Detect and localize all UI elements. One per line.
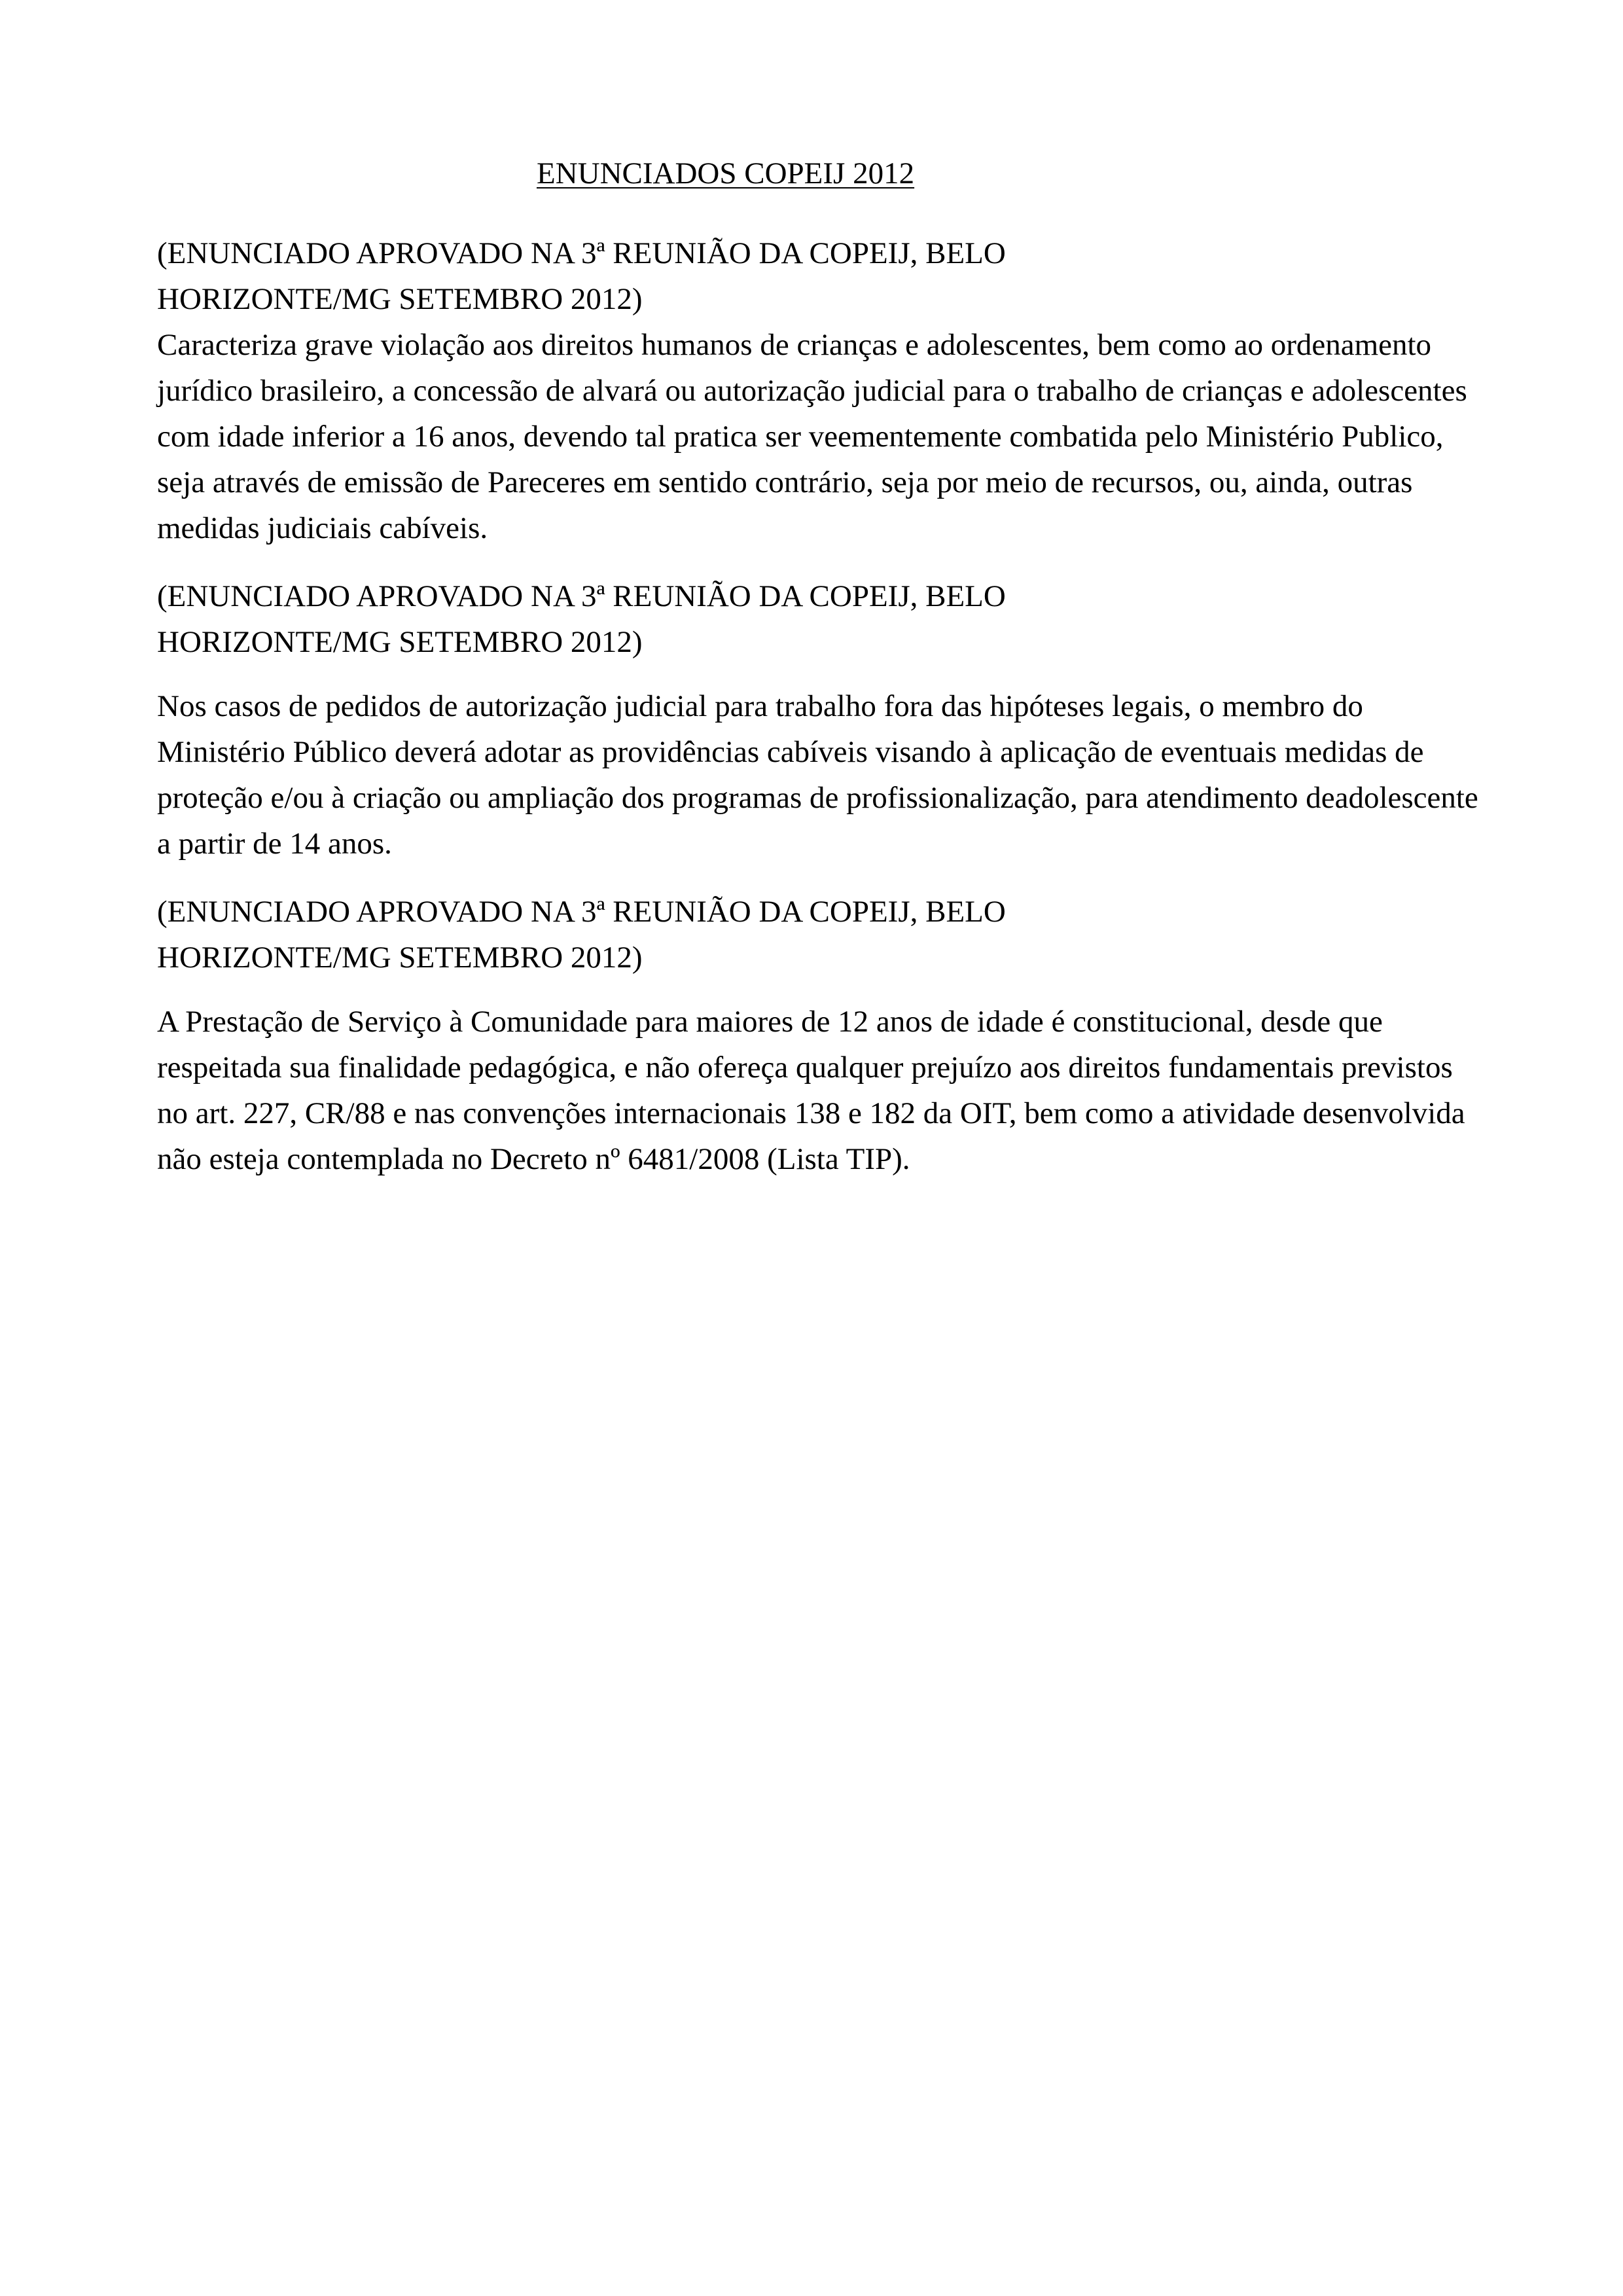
statement-approval-note: (ENUNCIADO APROVADO NA 3ª REUNIÃO DA COPEIJ, BELO HORIZONTE/MG SETEMBRO 2012) (157, 579, 1006, 659)
document-title: ENUNCIADOS COPEIJ 2012 (537, 156, 915, 190)
statement-text: Caracteriza grave violação aos direitos humanos de crianças e adolescentes, bem como ao ordenamento jurídico brasileiro, a concessão de alvará ou autorização judicial para o trabalho de crianças e adolescentes com idade inferior a 16 anos, devendo tal pratica ser veementemente combatida pelo Ministério Publico, seja através de emissão de Pareceres em sentido contrário, seja por meio de recursos, ou, ainda, outras medidas judiciais cabíveis. (157, 328, 1467, 545)
statement-approval-note: (ENUNCIADO APROVADO NA 3ª REUNIÃO DA COPEIJ, BELO HORIZONTE/MG SETEMBRO 2012) (157, 895, 1006, 975)
statement-3 (157, 889, 1479, 1182)
statement-2 (157, 573, 1479, 867)
document-content (157, 151, 1479, 1204)
statement-1 (157, 230, 1479, 551)
statement-text: Nos casos de pedidos de autorização judicial para trabalho fora das hipóteses legais, o membro do Ministério Público deverá adotar as providências cabíveis visando à aplicação de eventuais medidas de proteção e/ou à criação ou ampliação dos programas de profissionalização, para atendimento deadolescente a partir de 14 anos. (157, 689, 1478, 861)
statement-approval-note: (ENUNCIADO APROVADO NA 3ª REUNIÃO DA COPEIJ, BELO HORIZONTE/MG SETEMBRO 2012) (157, 236, 1006, 316)
statement-text: A Prestação de Serviço à Comunidade para maiores de 12 anos de idade é constitucional, desde que respeitada sua finalidade pedagógica, e não ofereça qualquer prejuízo aos direitos fundamentais previstos no art. 227, CR/88 e nas convenções internacionais 138 e 182 da OIT, bem como a atividade desenvolvida não esteja contemplada no Decreto nº 6481/2008 (Lista TIP). (157, 1005, 1465, 1176)
